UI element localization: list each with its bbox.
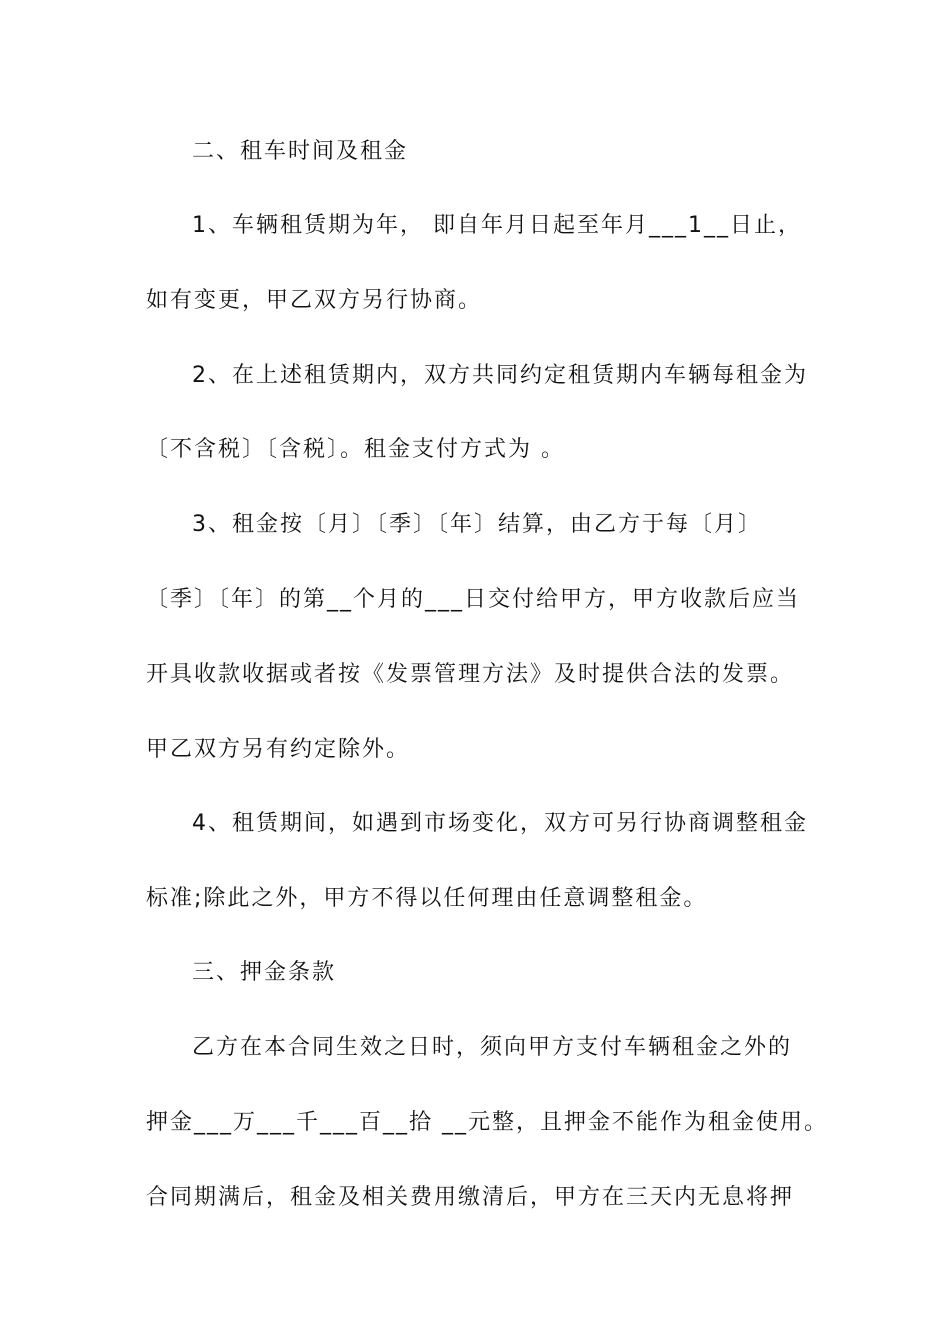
paragraph-line: 开具收款收据或者按《发票管理方法》及时提供合法的发票。 xyxy=(146,662,795,687)
paragraph-line: 〔不含税〕〔含税〕。租金支付方式为 。 xyxy=(146,437,565,462)
paragraph-line: 4、租赁期间，如遇到市场变化，双方可另行协商调整租金 xyxy=(192,811,808,836)
paragraph-line: 2、在上述租赁期内，双方共同约定租赁期内车辆每租金为 xyxy=(192,363,808,388)
paragraph-line: 押金___万___千___百__拾 __元整，且押金不能作为租金使用。 xyxy=(146,1110,828,1135)
paragraph-line: 3、租金按〔月〕〔季〕〔年〕结算，由乙方于每〔月〕 xyxy=(192,512,762,537)
paragraph-line: 1、车辆租赁期为年， 即自年月日起至年月___1__日止， xyxy=(192,213,802,238)
paragraph-line: 标准;除此之外，甲方不得以任何理由任意调整租金。 xyxy=(146,886,708,911)
paragraph-line: 合同期满后，租金及相关费用缴清后，甲方在三天内无息将押 xyxy=(146,1185,795,1210)
paragraph-line: 甲乙双方另有约定除外。 xyxy=(146,737,411,762)
section-heading-deposit: 三、押金条款 xyxy=(192,960,337,985)
paragraph-line: 乙方在本合同生效之日时，须向甲方支付车辆租金之外的 xyxy=(192,1035,793,1060)
paragraph-line: 如有变更，甲乙双方另行协商。 xyxy=(146,288,483,313)
paragraph-line: 〔季〕〔年〕的第__个月的___日交付给甲方，甲方收款后应当 xyxy=(146,587,801,612)
section-heading-rental-time: 二、租车时间及租金 xyxy=(192,139,409,164)
